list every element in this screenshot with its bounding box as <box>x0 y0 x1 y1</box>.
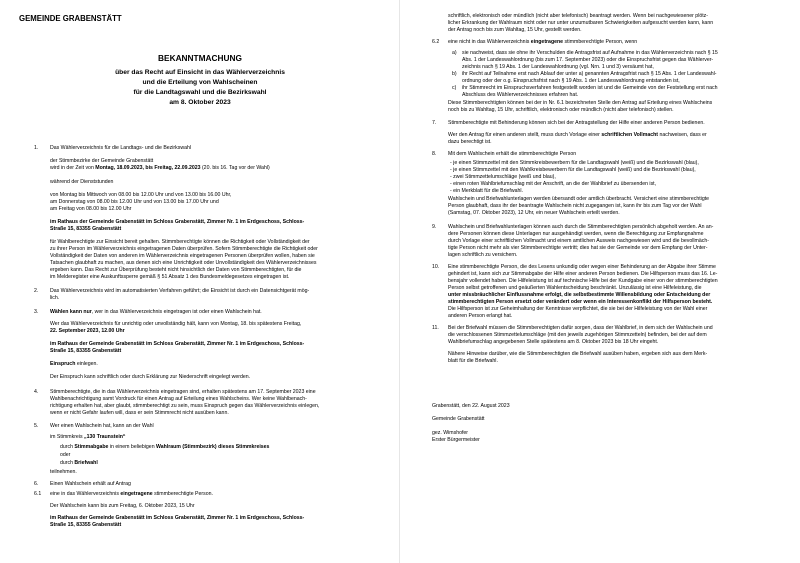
issuing-office: Gemeinde Grabenstätt <box>432 416 485 422</box>
list-item: - je einen Stimmzettel mit den Stimmkreisbewerbern für die Landtagswahl (weiß) und die Bezirkswahl (blau), <box>450 160 699 166</box>
section-text: Einen Wahlschein erhält auf Antrag <box>50 481 131 487</box>
list-marker: c) <box>452 85 457 91</box>
subtitle-line: am 8. Oktober 2023 <box>169 99 231 106</box>
list-item: - je einen Stimmzettel mit den Wahlkreisbewerbern für die Landtagswahl (weiß) und die Bezirkswahl (blau), <box>450 167 696 173</box>
document-title: BEKANNTMACHUNG <box>158 53 242 63</box>
section-text: durch Stimmabgabe in einem beliebigen Wahlraum (Stimmbezirk) dieses Stimmkreises <box>60 444 270 450</box>
section-number: 6.2 <box>432 39 440 45</box>
section-text: gehindert ist, kann sich zur Stimmabgabe der Hilfe einer anderen Person bedienen. Die Hilfsperson muss das 16. Le- <box>448 271 718 277</box>
section-text: Einspruch einlegen. <box>50 361 98 367</box>
section-text: eine nicht in das Wählerverzeichnis eingetragene stimmberechtigte Person, wenn <box>448 39 638 45</box>
section-text: unter missbräuchlicher Einflussnahme erfolgt, die selbstbestimmte Willensbildung oder Entscheidung der <box>448 292 711 298</box>
section-text: Wahlbriefumschlag angegebenen Stelle spätestens am 8. Oktober 2023 bis 18 Uhr eingeht. <box>448 339 659 345</box>
section-text: Person glaubhaft, dass ihr der beantragte Wahlschein nicht zugegangen ist, kann ihr bis zum Tag vor der Wahl <box>448 203 702 209</box>
section-text: schriftlich, elektronisch oder mündlich (nicht aber telefonisch) beantragt werden. Wenn bei nachgewiesener plötz- <box>448 13 708 19</box>
section-number: 5. <box>34 423 39 429</box>
section-text: bensjahr vollendet haben. Die Hilfeleistung ist auf technische Hilfe bei der Kundgabe einer von der stimmberechtigten <box>448 278 718 284</box>
section-text: licher Erkrankung der Wahlraum nicht oder nur unter unzumutbaren Schwierigkeiten aufgesucht werden kann, kann <box>448 20 714 26</box>
section-text: richtigung erhalten hat, aber glaubt, stimmberechtigt zu sein, muss Einspruch gegen das Wählerverzeichnis einlegen, <box>50 403 320 409</box>
section-text: oder <box>60 452 71 458</box>
section-number: 2. <box>34 288 39 294</box>
section-text: anderen Person erlangt hat. <box>448 313 513 319</box>
opening-hours: am Donnerstag von 08.00 bis 12.00 Uhr und von 13.00 bis 17.00 Uhr und <box>50 199 219 205</box>
section-number: 1. <box>34 145 39 151</box>
section-text: während der Dienststunden <box>50 179 114 185</box>
list-item: - zwei Stimmzettelumschläge (weiß und blau), <box>450 174 556 180</box>
section-text: lich. <box>50 295 60 301</box>
section-text: durch Vorlage einer schriftlichen Vollmacht und einem amtlichen Ausweis nachgewiesen wird und die bevollmäch- <box>448 238 709 244</box>
location-text: Straße 15, 83355 Grabenstätt <box>50 522 122 528</box>
section-number: 6. <box>34 481 39 487</box>
section-text: Die Hilfsperson ist zur Geheimhaltung der Kenntnisse verpflichtet, die sie bei der Hilfeleistung von der Wahl einer <box>448 306 708 312</box>
signature-role: Erster Bürgermeister <box>432 437 480 443</box>
section-text: teilnehmen. <box>50 469 77 475</box>
opening-hours: am Freitag von 08.00 bis 12.00 Uhr <box>50 206 132 212</box>
section-text: im Stimmkreis „130 Traunstein“ <box>50 434 126 440</box>
section-text: 22. September 2023, 12.00 Uhr <box>50 328 125 334</box>
section-number: 10. <box>432 264 440 270</box>
section-number: 6.1 <box>34 491 42 497</box>
place-date: Grabenstätt, den 22. August 2023 <box>432 403 510 409</box>
section-text: Person selbst getroffenen und geäußerten Wahlentscheidung beschränkt. Unzulässig ist eine Hilfeleistung, die <box>448 285 702 291</box>
section-number: 3. <box>34 309 39 315</box>
location-text: Straße 15, 83355 Grabenstätt <box>50 348 122 354</box>
location-text: im Rathaus der Gemeinde Grabenstätt im Schloss Grabenstätt, Zimmer Nr. 1 im Erdgeschoss, Schloss- <box>50 341 305 347</box>
subtitle-line: für die Landtagswahl und die Bezirkswahl <box>133 89 267 96</box>
section-text: wenn er nicht Gefahr laufen will, dass er sein Stimmrecht nicht ausüben kann. <box>50 410 229 416</box>
right-page <box>400 0 800 563</box>
section-text: Der Einspruch kann schriftlich oder durch Erklärung zur Niederschrift eingelegt werden. <box>50 374 251 380</box>
list-item: ihr Recht auf Teilnahme erst nach Ablauf der unter a) genannten Antragsfrist nach § 15 Abs. 1 der Landeswahl- <box>462 71 717 77</box>
section-text: wird in der Zeit von Montag, 18.09.2023, bis Freitag, 22.09.2023 (20. bis 16. Tag vor der Wahl) <box>50 165 270 171</box>
subtitle-line: über das Recht auf Einsicht in das Wählerverzeichnis <box>115 69 285 76</box>
list-marker: b) <box>452 71 457 77</box>
section-text: Wahlbenachrichtigung samt Vordruck für einen Antrag auf Erteilung eines Wahlscheins. Wer keine Wahlbenach- <box>50 396 307 402</box>
location-text: Straße 15, 83355 Grabenstätt <box>50 226 122 232</box>
section-text: Das Wählerverzeichnis wird im automatisierten Verfahren geführt; die Einsicht ist durch ein Datensichtgerät mög- <box>50 288 310 294</box>
section-text: Vollständigkeit der Daten von anderen im Wählerverzeichnis eingetragenen Personen überprüfen wollen, haben sie <box>50 253 315 259</box>
list-marker: a) <box>452 50 457 56</box>
location-text: im Rathaus der Gemeinde Grabenstätt im Schloss Grabenstätt, Zimmer Nr. 1 im Erdgeschoss, Schloss- <box>50 219 305 225</box>
section-number: 7. <box>432 120 437 126</box>
list-item: ordnung oder der o.g. Einspruchsfrist nach § 19 Abs. 1 der Landeswahlordnung entstanden ist, <box>462 78 680 84</box>
section-number: 9. <box>432 224 437 230</box>
section-text: Nähere Hinweise darüber, wie die Stimmberechtigten die Briefwahl ausüben haben, ergeben sich aus dem Merk- <box>448 351 708 357</box>
section-text: (Samstag, 07. Oktober 2023), 12 Uhr, ein neuer Wahlschein erteilt werden. <box>448 210 620 216</box>
municipality-header: GEMEINDE GRABENSTÄTT <box>19 14 122 23</box>
section-text: die verschlossenen Stimmzettelumschläge (mit den jeweils zugehörigen Stimmzetteln) befinden, bei der auf dem <box>448 332 707 338</box>
section-text: tigte Person nicht mehr als vier Stimmberechtigte vertritt; dies hat sie der Gemeinde vor dem Empfang der Unter- <box>448 245 708 251</box>
section-text: noch bis zu Wahltag, 15 Uhr, schriftlich, elektronisch oder mündlich (nicht aber telefonisch) stellen. <box>448 107 674 113</box>
section-text: im Melderegister eine Auskunftssperre gemäß § 51 Absatz 1 des Bundesmeldegesetzes eingetragen ist. <box>50 274 290 280</box>
section-text: Eine stimmberechtigte Person, die des Lesens unkundig oder wegen einer Behinderung an der Abgabe ihrer Stimme <box>448 264 716 270</box>
section-text: Diese Stimmberechtigten können bei der in Nr. 6.1 bezeichneten Stelle den Antrag auf Erteilung eines Wahlscheins <box>448 100 713 106</box>
section-number: 11. <box>432 325 439 331</box>
list-item: - ein Merkblatt für die Briefwahl. <box>450 188 523 194</box>
list-item: - einen roten Wahlbriefumschlag mit der Anschrift, an die der Wahlbrief zu übersenden ist, <box>450 181 657 187</box>
section-text: ergeben kann. Das Recht zur Überprüfung besteht nicht hinsichtlich der Daten von Stimmberechtigten, für die <box>50 267 302 273</box>
section-text: Das Wählerverzeichnis für die Landtags- und die Bezirkswahl <box>50 145 191 151</box>
list-item: zeichnis nach § 19 Abs. 1 der Landeswahlordnung (vgl. Nrn. 1 und 3) versäumt hat, <box>462 64 654 70</box>
section-text: Wer einen Wahlschein hat, kann an der Wahl <box>50 423 154 429</box>
section-text: Wahlschein und Briefwahlunterlagen können auch durch die Stimmberechtigten persönlich abgeholt werden. An an- <box>448 224 714 230</box>
section-text: Bei der Briefwahl müssen die Stimmberechtigten dafür sorgen, dass der Wahlbrief, in dem sich der Wahlschein und <box>448 325 713 331</box>
section-text: stimmberechtigten Person ersetzt oder verändert oder wenn ein Interessenkonflikt der Hilfsperson besteht. <box>448 299 713 305</box>
list-item: Abschluss des Wählerverzeichnisses erfahren hat. <box>462 92 579 98</box>
section-text: Mit dem Wahlschein erhält die stimmberechtigte Person <box>448 151 577 157</box>
opening-hours: von Montag bis Mittwoch von 08.00 bis 12.00 Uhr und von 13.00 bis 16.00 Uhr, <box>50 192 232 198</box>
location-text: im Rathaus der Gemeinde Grabenstätt im Schloss Grabenstätt, Zimmer Nr. 1 im Erdgeschoss, Schloss- <box>50 515 305 521</box>
section-text: der Stimmbezirke der Gemeinde Grabenstätt <box>50 158 154 164</box>
section-text: für Wahlberechtigte zur Einsicht bereit gehalten. Stimmberechtigte können die Richtigkeit oder Vollständigkeit der <box>50 239 310 245</box>
list-item: sie nachweist, dass sie ohne ihr Verschulden die Antragsfrist auf Aufnahme in das Wählerverzeichnis nach § 15 <box>462 50 718 56</box>
section-text: Wer den Antrag für einen anderen stellt, muss durch Vorlage einer schriftlichen Vollmacht nachweisen, dass er <box>448 132 707 138</box>
section-text: Stimmberechtigte mit Behinderung können sich bei der Antragstellung der Hilfe einer anderen Person bedienen. <box>448 120 705 126</box>
section-text: Wahlschein und Briefwahlunterlagen werden übersandt oder amtlich überbracht. Versichert eine stimmberechtigte <box>448 196 710 202</box>
subtitle-line: und die Erteilung von Wahlscheinen <box>142 79 258 86</box>
section-text: durch Briefwahl <box>60 460 98 466</box>
section-number: 4. <box>34 389 39 395</box>
section-text: Wer das Wählerverzeichnis für unrichtig oder unvollständig hält, kann von Montag, 18. bis spätestens Freitag, <box>50 321 302 327</box>
section-text: lagen schriftlich zu versichern. <box>448 252 518 258</box>
signature-name: gez. Wimshofer <box>432 430 469 436</box>
list-item: ihr Stimmrecht im Einspruchsverfahren festgestellt worden ist und die Gemeinde von der Feststellung erst nach <box>462 85 718 91</box>
section-text: der Antrag noch bis zum Wahltag, 15 Uhr, gestellt werden. <box>448 27 582 33</box>
section-text: Wählen kann nur, wer in das Wählerverzeichnis eingetragen ist oder einen Wahlschein hat. <box>50 309 262 315</box>
section-text: Der Wahlschein kann bis zum Freitag, 6. Oktober 2023, 15 Uhr <box>50 503 195 509</box>
section-text: Tatsachen glaubhaft zu machen, aus denen sich eine Unrichtigkeit oder Unvollständigkeit des Wählerverzeichnisses <box>50 260 317 266</box>
section-text: blatt für die Briefwahl. <box>448 358 498 364</box>
section-text: zu ihrer Person im Wählerverzeichnis eingetragenen Daten überprüfen. Sofern Stimmberechtigte die Richtigkeit oder <box>50 246 318 252</box>
section-text: dazu berechtigt ist. <box>448 139 492 145</box>
section-text: dere Personen können diese Unterlagen nur ausgehändigt werden, wenn die Berechtigung zur Empfangnahme <box>448 231 704 237</box>
list-item: Abs. 1 der Landeswahlordnung (bis zum 17. September 2023) oder die Einspruchsfrist gegen das Wählerver- <box>462 57 714 63</box>
section-text: eine in das Wählerverzeichnis eingetragene stimmberechtigte Person. <box>50 491 213 497</box>
section-number: 8. <box>432 151 437 157</box>
section-text: Stimmberechtigte, die in das Wählerverzeichnis eingetragen sind, erhalten spätestens am 17. September 2023 eine <box>50 389 316 395</box>
